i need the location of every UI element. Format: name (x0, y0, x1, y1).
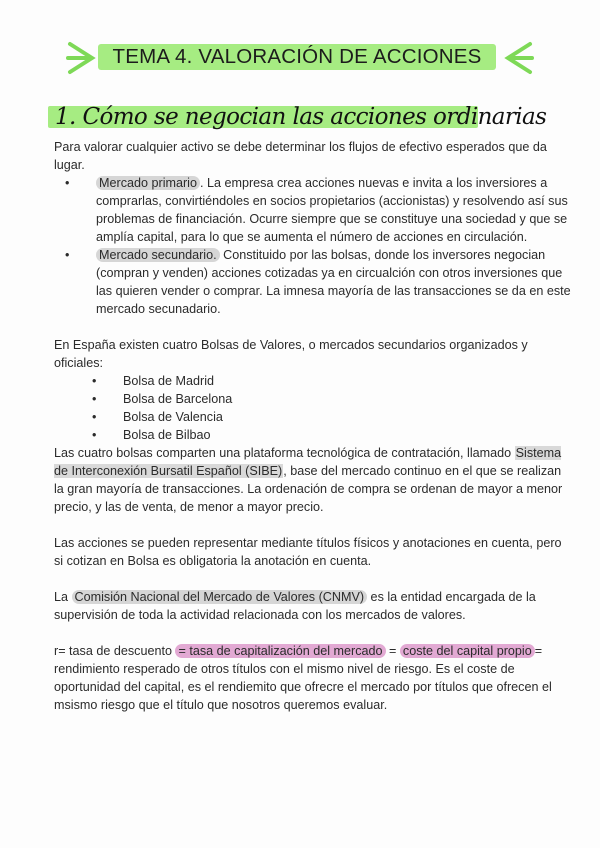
cnmv-paragraph: La Comisión Nacional del Mercado de Valores (CNMV) es la entidad encargada de la supervisión de toda la actividad relacionada con los mercados de valores. (54, 590, 536, 622)
representation-paragraph: Las acciones se pueden representar mediante títulos físicos y anotaciones en cuenta, pero si cotizan en Bolsa es obligatoria la anotación en cuenta. (54, 536, 562, 568)
list-item: • Bolsa de Bilbao (54, 426, 574, 444)
highlight-pink-term: = tasa de capitalización del mercado (175, 644, 385, 658)
highlight-term: Mercado primario (96, 176, 200, 190)
list-item: • Mercado primario . La empresa crea acciones nuevas e invita a los inversiores a comprarlas, convirtiéndoles en socios propietarios (accionistas) y resolvendo así sus problemas de financiación. Ocurre siempre que se constituye una sociedad y que se amplía capital, para lo que se aumenta el número de acciones en circulación. (54, 174, 574, 246)
chevron-right-decoration-icon (64, 38, 98, 78)
list-item: • Bolsa de Barcelona (54, 390, 574, 408)
highlight-pink-term: coste del capital propio (400, 644, 535, 658)
page-title: TEMA 4. VALORACIÓN DE ACCIONES (98, 44, 496, 70)
intro-paragraph: Para valorar cualquier activo se debe determinar los flujos de efectivo esperados que da lugar. (54, 140, 547, 172)
markets-list (54, 174, 574, 318)
highlight-term: Mercado secundario. (96, 248, 220, 262)
section-heading: 1. Cómo se negocian las acciones ordinarias (55, 104, 547, 130)
list-item: • Bolsa de Madrid (54, 372, 574, 390)
bolsas-intro: En España existen cuatro Bolsas de Valores, o mercados secundarios organizados y oficiales: (54, 338, 528, 370)
highlight-term: Sistema de Interconexión Bursatil Español (SIBE) (54, 446, 562, 478)
chevron-left-decoration-icon (502, 38, 536, 78)
highlight-term: Comisión Nacional del Mercado de Valores (CNMV) (72, 590, 368, 604)
list-item: • Bolsa de Valencia (54, 408, 574, 426)
discount-paragraph: r= tasa de descuento = tasa de capitalización del mercado = coste del capital propio = rendimiento resperado de otros títulos con el mismo nivel de riesgo. Es el coste de oportunidad del capital, es el rendiemito que ofrecre el mercado por títulos que ofrecen el msismo riesgo que el título que nosotros queremos evaluar. (54, 644, 552, 712)
sibe-paragraph: Las cuatro bolsas comparten una plataforma tecnológica de contratación, llamado Sistema de Interconexión Bursatil Español (SIBE), base del mercado continuo en el que se realizan la gran mayoría de transacciones. La ordenación de compra se ordenan de mayor a menor precio, y las de venta, de menor a mayor precio. (54, 446, 563, 514)
list-item: • Mercado secundario. Constituido por las bolsas, donde los inversores negocian (compran y venden) acciones cotizadas ya en circualción con otros inversiones que las quieren vender o comprar. La imnesa mayoría de las transacciones se da en este mercado secunadario. (54, 246, 574, 318)
bolsas-list (54, 372, 574, 444)
title-block (0, 38, 600, 78)
document-body (54, 138, 574, 714)
